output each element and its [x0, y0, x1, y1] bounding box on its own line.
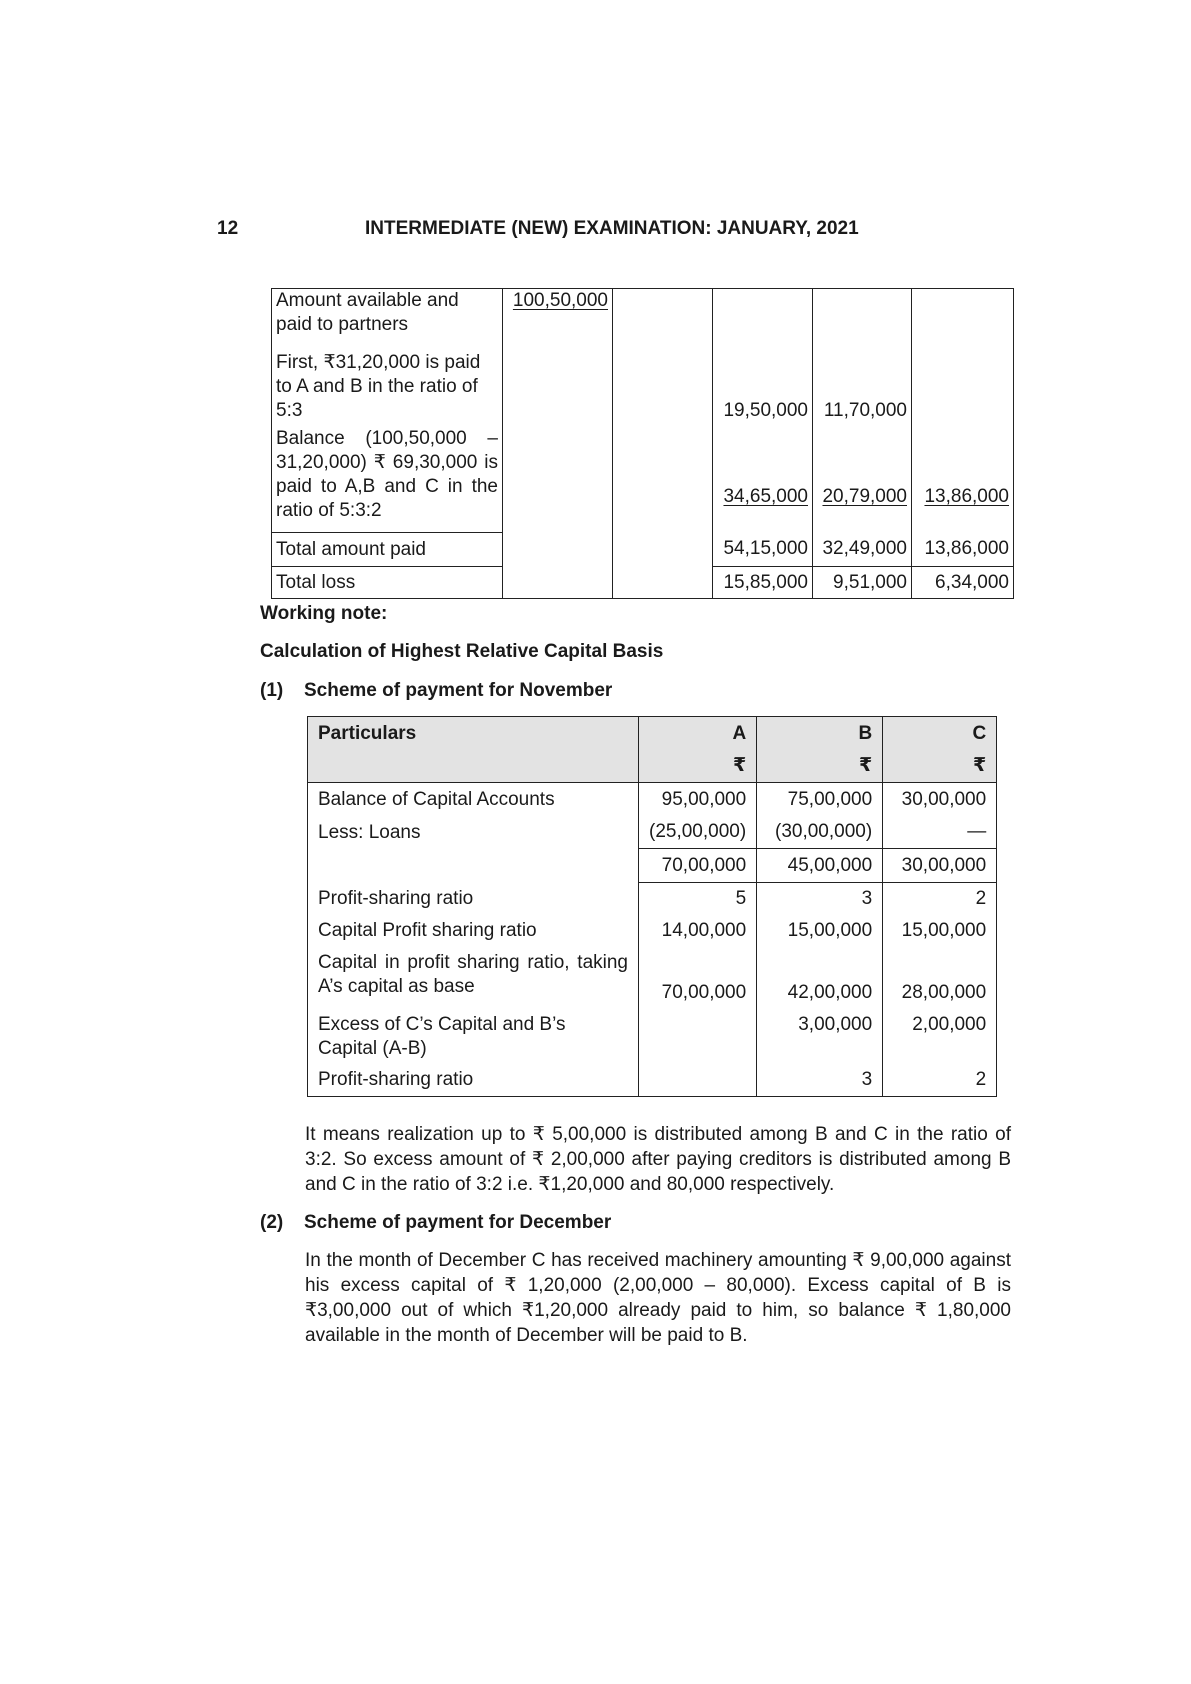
table-row	[308, 783, 997, 817]
table-row	[272, 347, 1014, 423]
cell-c: 13,86,000	[912, 533, 1014, 567]
cell-c	[912, 347, 1014, 423]
distribution-table	[271, 288, 1014, 599]
cell-a: 34,65,000	[723, 485, 808, 507]
cell-b: 3,00,000	[757, 1009, 883, 1065]
currency-b: ₹	[757, 751, 883, 783]
cell-b: 32,49,000	[813, 533, 912, 567]
cell-b: 11,70,000	[813, 347, 912, 423]
cell-a: 54,15,000	[713, 533, 813, 567]
row-label: Excess of C’s Capital and B’s Capital (A-B)	[308, 1009, 639, 1065]
row-label: Total loss	[272, 567, 503, 599]
cell-c: —	[883, 817, 997, 849]
cell-a: 19,50,000	[713, 347, 813, 423]
table-header-row	[308, 751, 997, 783]
table-row	[308, 1065, 997, 1097]
cell-c: 30,00,000	[883, 849, 997, 883]
page-number: 12	[217, 218, 239, 239]
cell-c: 13,86,000	[924, 485, 1009, 507]
december-paragraph: In the month of December C has received machinery amounting ₹ 9,00,000 against his excess capital of ₹ 1,20,000 (2,00,000 – 80,000). Excess capital of B is ₹3,00,000 out of which ₹1,20,000 already paid to him, so balance ₹ 1,80,000 available in the month of December will be paid to B.	[305, 1250, 1011, 1346]
cell-b: 3	[757, 883, 883, 915]
cell-c: 2,00,000	[883, 1009, 997, 1065]
cell-a	[639, 1065, 757, 1097]
capital-scheme-table	[307, 716, 997, 1097]
cell-a: 5	[639, 883, 757, 915]
row-label: Capital in profit sharing ratio, taking A’s capital as base	[308, 947, 639, 1009]
page-header-title: INTERMEDIATE (NEW) EXAMINATION: JANUARY, 2021	[365, 218, 859, 239]
row-label: First, ₹31,20,000 is paid to A and B in the ratio of 5:3	[272, 347, 503, 423]
table-row	[272, 289, 1014, 347]
cell-c: 2	[883, 1065, 997, 1097]
section-2-heading	[260, 1212, 611, 1234]
cell-b: 42,00,000	[757, 947, 883, 1009]
section-number: (1)	[260, 680, 284, 701]
table-header-row	[308, 717, 997, 751]
cell-a: 70,00,000	[639, 849, 757, 883]
row-label	[308, 849, 639, 883]
table-row	[308, 883, 997, 915]
cell-b: (30,00,000)	[757, 817, 883, 849]
row-label: Profit-sharing ratio	[308, 883, 639, 915]
header-a: A	[639, 717, 757, 751]
cell-c: 6,34,000	[912, 567, 1014, 599]
currency-c: ₹	[883, 751, 997, 783]
cell-b: 75,00,000	[757, 783, 883, 817]
header-b: B	[757, 717, 883, 751]
table-row	[308, 817, 997, 849]
header-particulars: Particulars	[308, 717, 639, 751]
table-row	[308, 915, 997, 947]
table-row	[272, 423, 1014, 533]
cell-a: (25,00,000)	[639, 817, 757, 849]
currency-a: ₹	[639, 751, 757, 783]
table-row	[272, 567, 1014, 599]
cell-c: 2	[883, 883, 997, 915]
cell-b: 15,00,000	[757, 915, 883, 947]
header-c: C	[883, 717, 997, 751]
row-label: Capital Profit sharing ratio	[308, 915, 639, 947]
cell-c: 28,00,000	[883, 947, 997, 1009]
cell-a: 70,00,000	[639, 947, 757, 1009]
table-row	[308, 947, 997, 1009]
cell-b: 9,51,000	[813, 567, 912, 599]
cell-c: 30,00,000	[883, 783, 997, 817]
table-row	[308, 1009, 997, 1065]
explanation-paragraph: It means realization up to ₹ 5,00,000 is distributed among B and C in the ratio of 3:2. So excess amount of ₹ 2,00,000 after paying creditors is distributed among B and C in the ratio of 3:2 i.e. ₹1,20,000 and 80,000 respectively.	[305, 1124, 1011, 1195]
cell-a: 15,85,000	[713, 567, 813, 599]
cell-a: 95,00,000	[639, 783, 757, 817]
table-row	[272, 533, 1014, 567]
row-label: Balance (100,50,000 – 31,20,000) ₹ 69,30,000 is paid to A,B and C in the ratio of 5:3:2	[272, 423, 503, 533]
amount-available-value: 100,50,000	[512, 290, 608, 311]
section-1-heading	[260, 680, 612, 702]
table-row	[308, 849, 997, 883]
section-number: (2)	[260, 1212, 284, 1233]
row-label: Total amount paid	[272, 533, 503, 567]
row-label: Profit-sharing ratio	[308, 1065, 639, 1097]
working-note-heading: Working note:	[260, 603, 388, 624]
cell-b: 3	[757, 1065, 883, 1097]
cell-a: 14,00,000	[639, 915, 757, 947]
cell-b: 45,00,000	[757, 849, 883, 883]
cell-c: 15,00,000	[883, 915, 997, 947]
cell-b: 20,79,000	[822, 485, 907, 507]
calculation-heading: Calculation of Highest Relative Capital Basis	[260, 641, 664, 662]
row-label: Less: Loans	[308, 817, 639, 849]
cell-a	[639, 1009, 757, 1065]
row-label: Balance of Capital Accounts	[308, 783, 639, 817]
row-label: Amount available and paid to partners	[272, 289, 503, 347]
section-title: Scheme of payment for November	[304, 680, 613, 701]
section-title: Scheme of payment for December	[304, 1212, 612, 1233]
